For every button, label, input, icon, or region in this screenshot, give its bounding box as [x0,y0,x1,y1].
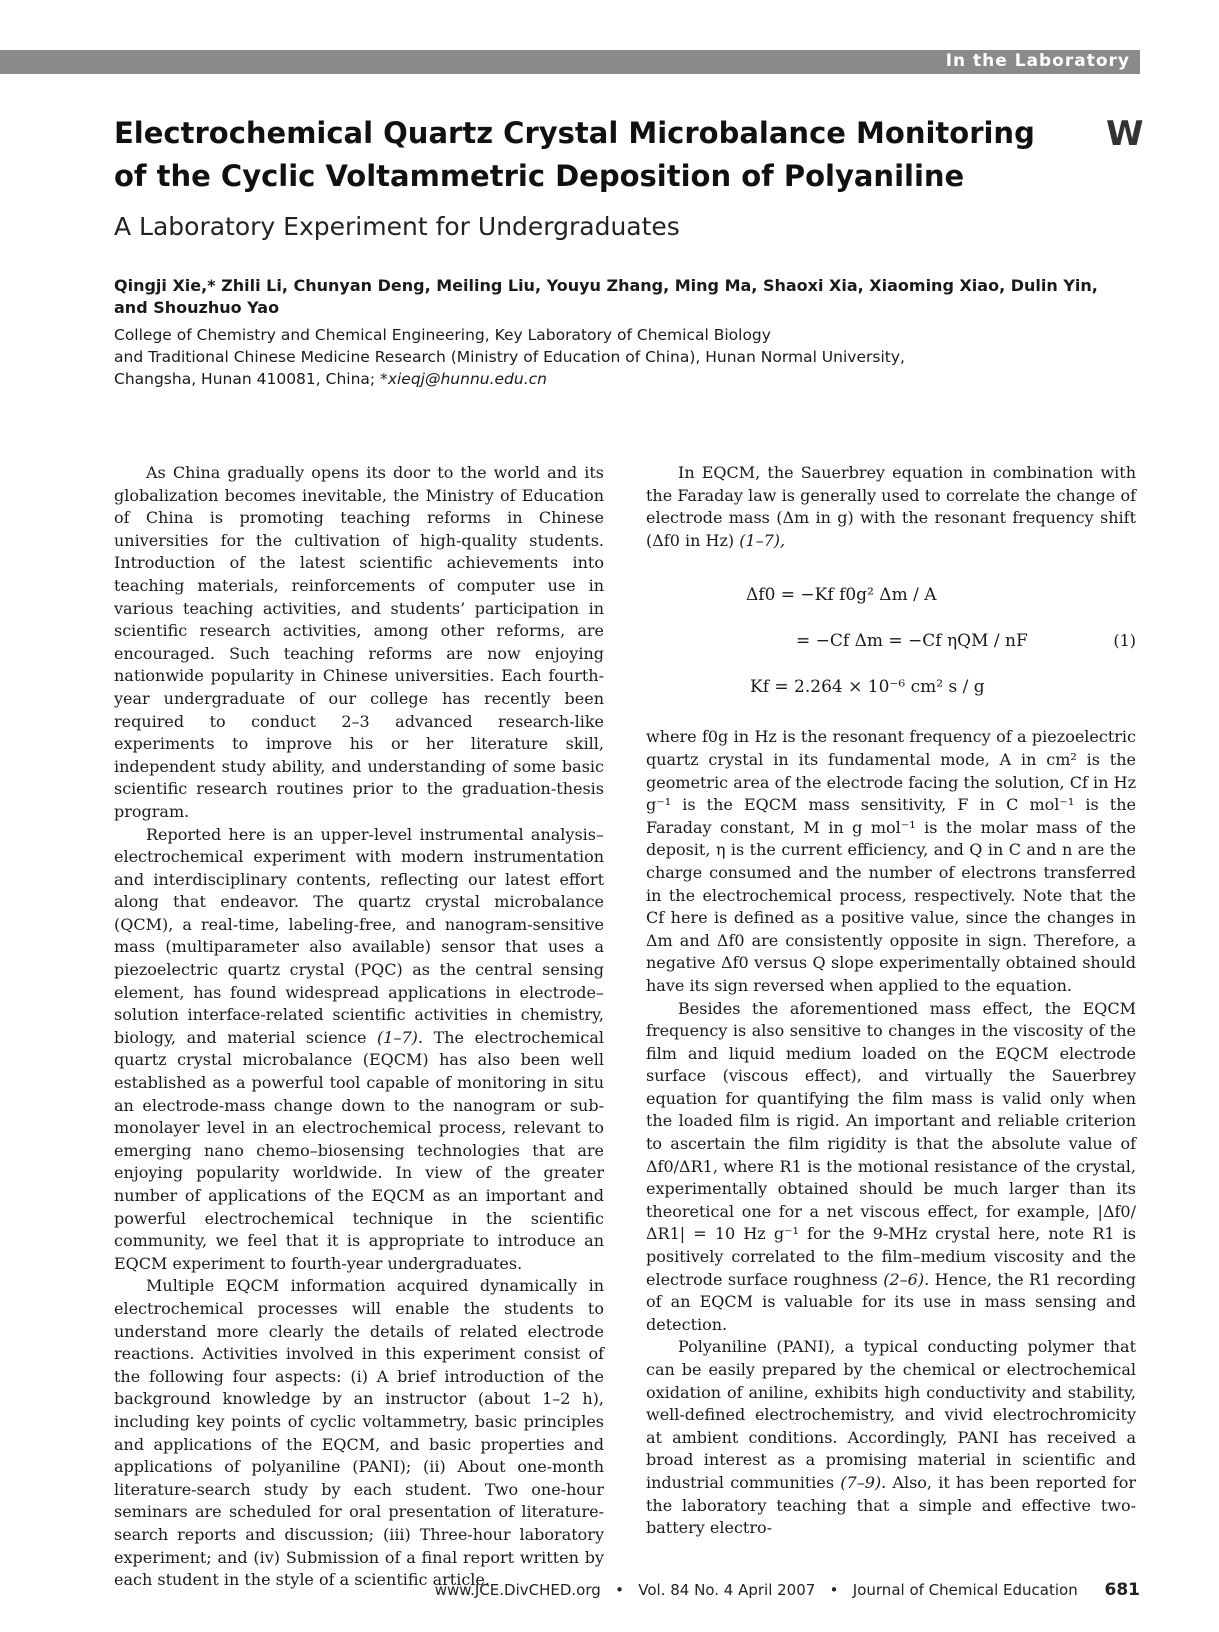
journal-website-link[interactable]: www.JCE.DivCHED.org [434,1581,601,1599]
paragraph-text: The electrochemical quartz crystal microbalance (EQCM) has also been well established as a powerful tool capable of monitoring in situ an electrode-mass change down to the nanogram or sub-monolayer level in an electrochemical process, relevant to emerging nano chemo–biosensing technologies that are enjoying popularity worldwide. In view of the greater number of applications of the EQCM as an important and powerful electrochemical technique in the scientific community, we feel that it is appropriate to introduce an EQCM experiment to fourth-year undergraduates. [114,1027,604,1273]
paragraph-text: Hence, the R1 recording of an EQCM is valuable for its use in mass sensing and detection. [646,1269,1137,1334]
citation: (2–6). [883,1269,930,1289]
affiliation-block [114,324,1114,390]
paragraph-text: Polyaniline (PANI), a typical conducting polymer that can be easily prepared by the chemical or electrochemical oxidation of aniline, exhibits high conductivity and stability, well-defined electrochemistry, and vivid electrochromicity at ambient conditions. Accordingly, PANI has received a broad interest as a promising material in scientific and industrial communities [646,1337,1136,1492]
page-footer [290,1580,1140,1600]
citation: (7–9). [840,1472,887,1492]
paragraph-text: Also, it has been reported for the laboratory teaching that a simple and effective two-battery electro- [646,1472,1137,1538]
author-list: Qingji Xie,* Zhili Li, Chunyan Deng, Meiling Liu, Youyu Zhang, Ming Ma, Shaoxi Xia, Xiaoming Xiao, Dulin Yin, and Shouzhuo Yao [114,276,1098,317]
equation-number: (1) [1113,631,1136,651]
equation-line: Δf0 = −Kf f0g² Δm / A [746,585,937,606]
paragraph [646,462,1136,552]
paragraph-text: In EQCM, the Sauerbrey equation in combination with the Faraday law is generally used to correlate the change of electrode mass (Δm in g) with the resonant frequency shift (Δf0 in Hz) [646,463,1136,550]
footer-separator: • [829,1581,839,1599]
page-number: 681 [1104,1580,1140,1600]
paragraph: where f0g in Hz is the resonant frequency of a piezoelectric quartz crystal in its fundamental mode, A in cm² is the geometric area of the electrode facing the solution, Cf in Hz g⁻¹ is the EQCM mass sensitivity, F in C mol⁻¹ is the Faraday constant, M in g mol⁻¹ is the molar mass of the deposit, η is the current efficiency, and Q in C and n are the charge consumed and the number of electrons transferred in the electrochemical process, respectively. Note that the Cf here is defined as a positive value, since the changes in Δm and Δf0 are consistently opposite in sign. Therefore, a negative Δf0 versus Q slope experimentally obtained should have its sign reversed when applied to the equation. [646,727,1136,995]
paragraph-text: Besides the aforementioned mass effect, the EQCM frequency is also sensitive to changes in the viscosity of the film and liquid medium loaded on the EQCM electrode surface (viscous effect), and virtually the Sauerbrey equation for quantifying the film mass is valid only when the loaded film is rigid. An important and reliable criterion to ascertain the film rigidity is that the absolute value of Δf0/ΔR1, where R1 is the motional resistance of the crystal, experimentally obtained should be much larger than its theoretical one for a net viscous effect, for example, |Δf0/ΔR1| = 10 Hz g⁻¹ for the 9-MHz crystal here, note R1 is positively correlated to the film–medium viscosity and the electrode surface roughness [646,998,1136,1289]
article-title: Electrochemical Quartz Crystal Microbalance Monitoring of the Cyclic Voltammetric Deposition of Polyaniline [114,116,1035,193]
issue-info: Vol. 84 No. 4 April 2007 [638,1581,816,1599]
journal-name: Journal of Chemical Education [852,1581,1078,1599]
section-label: In the Laboratory [945,51,1130,71]
equation-line: = −Cf Δm = −Cf ηQM / nF [796,631,1028,652]
affiliation-line: and Traditional Chinese Medicine Research (Ministry of Education of China), Hunan Normal University, [114,348,905,366]
sauerbrey-equation [646,554,1136,720]
author-email-link[interactable]: xieqj@hunnu.edu.cn [387,370,547,388]
citation: (1–7), [739,530,786,550]
paragraph [114,824,604,1276]
citation: (1–7). [377,1027,423,1047]
article-subtitle: A Laboratory Experiment for Undergraduates [114,212,680,241]
paragraph [646,998,1136,1337]
affiliation-address: Changsha, Hunan 410081, China; * [114,370,388,388]
paragraph-text: Reported here is an upper-level instrumental analysis–electrochemical experiment with modern instrumentation and interdisciplinary contents, reflecting our latest effort along that endeavor. The quartz crystal microbalance (QCM), a real-time, labeling-free, and nanogram-sensitive mass (multiparameter also available) sensor that uses a piezoelectric quartz crystal (PQC) as the central sensing element, has found widespread applications in electrode–solution interface-related scientific activities in chemistry, biology, and material science [114,824,604,1047]
right-column [646,462,1136,1540]
affiliation-line [114,368,1114,390]
paragraph: As China gradually opens its door to the world and its globalization becomes inevitable, the Ministry of Education of China is promoting teaching reforms in Chinese universities for the cultivation of high-quality students. Introduction of the latest scientific achievements into teaching materials, reinforcements of computer use in various teaching activities, and students’ participation in scientific research activities, among other reforms, are encouraged. Such teaching reforms are now enjoying nationwide popularity in Chinese universities. Each fourth-year undergraduate of our college has recently been required to conduct 2–3 advanced research-like experiments to improve his or her literature skill, independent study ability, and understanding of some basic scientific research routines prior to the graduation-thesis program. [114,463,604,821]
web-material-icon: W [1106,114,1144,154]
left-column [114,462,604,1592]
section-header-bar [0,50,1140,74]
equation-line: Kf = 2.264 × 10⁻⁶ cm² s / g [750,677,985,698]
paragraph [646,1336,1136,1539]
footer-separator: • [615,1581,624,1599]
paragraph: Multiple EQCM information acquired dynamically in electrochemical processes will enable the students to understand more clearly the details of related electrode reactions. Activities involved in this experiment consist of the following four aspects: (i) A brief introduction of the background knowledge by an instructor (about 1–2 h), including key points of cyclic voltammetry, basic principles and applications of the EQCM, and basic properties and applications of polyaniline (PANI); (ii) About one-month literature-search study by each student. Two one-hour seminars are scheduled for oral presentation of literature-search reports and discussion; (iii) Three-hour laboratory experiment; and (iv) Submission of a final report written by each student in the style of a scientific article. [114,1276,604,1590]
affiliation-line: College of Chemistry and Chemical Engineering, Key Laboratory of Chemical Biology [114,326,771,344]
